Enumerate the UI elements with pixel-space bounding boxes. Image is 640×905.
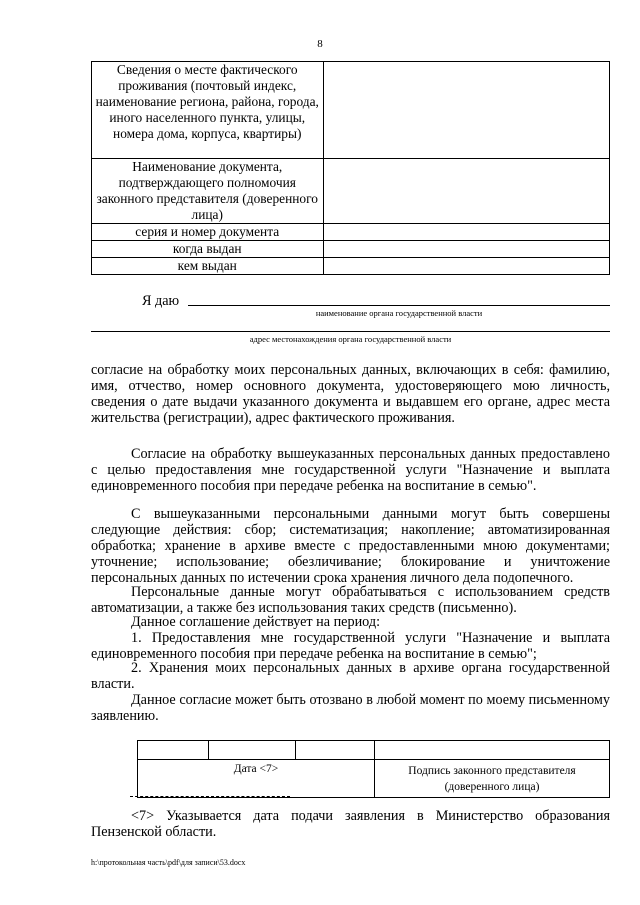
table-row-label: Сведения о месте фактического проживания (почтовый индекс, наименование региона, района, города, иного населенного пункта, улицы, номера дома, корпуса, квартиры) [92, 62, 324, 159]
table-row-value [323, 241, 610, 258]
table-row-value [323, 258, 610, 275]
table-row [138, 760, 610, 798]
table-row-label: серия и номер документа [92, 224, 324, 241]
table-row-label: Наименование документа, подтверждающего полномочия законного представителя (доверенного лица) [92, 159, 324, 224]
signature-table [137, 740, 610, 798]
date-cell [296, 741, 375, 760]
paragraph-actions: С вышеуказанными персональными данными могут быть совершены следующие действия: сбор; систематизация; накопление; автоматизированная обработка; хранение в архиве вместе с предоставленными мною документами; уточнение; использование; обезличивание; блокирование и уничтожение персональных данных по истечении срока хранения личного дела подопечного. [91, 506, 610, 586]
footnote-7: <7> Указывается дата подачи заявления в Министерство образования Пензенской области. [91, 808, 610, 840]
date-cell [208, 741, 295, 760]
table-row-label: когда выдан [92, 241, 324, 258]
paragraph-processing: Персональные данные могут обрабатываться с использованием средств автоматизации, а также без использования таких средств (письменно). [91, 584, 610, 616]
signature-cell [375, 741, 610, 760]
personal-info-table [91, 61, 610, 275]
org-address-field [91, 317, 610, 332]
signature-label: Подпись законного представителя (доверенного лица) [375, 760, 610, 798]
paragraph-revocation: Данное согласие может быть отозвано в любой момент по моему письменному заявлению. [91, 692, 610, 724]
org-address-caption: адрес местонахождения органа государственной власти [249, 334, 452, 344]
i-give-label: Я даю [142, 293, 180, 309]
org-name-field [188, 291, 610, 306]
page-number: 8 [317, 38, 323, 50]
paragraph-period-2: 2. Хранения моих персональных данных в архиве органа государственной власти. [91, 660, 610, 692]
org-name-caption: наименование органа государственной власти [315, 308, 483, 318]
paragraph-period-1: 1. Предоставления мне государственной услуги "Назначение и выплата единовременного пособия при передаче ребенка на воспитание в семью"; [91, 630, 610, 662]
table-row [92, 258, 610, 275]
footnote-separator [130, 796, 290, 797]
date-cell [138, 741, 209, 760]
table-row [138, 741, 610, 760]
table-row [92, 62, 610, 159]
table-row [92, 159, 610, 224]
footer-file-path: h:\протокольная часть\pdf\для записи\53.docx [91, 858, 246, 867]
paragraph-consent-scope: согласие на обработку моих персональных данных, включающих в себя: фамилию, имя, отчество, номер основного документа, удостоверяющего мою личность, сведения о дате выдачи указанного документа и выдавшем его органе, адрес места жительства (регистрации), адрес фактического проживания. [91, 362, 610, 426]
table-row [92, 241, 610, 258]
paragraph-consent-purpose: Согласие на обработку вышеуказанных персональных данных предоставлено с целью предоставления мне государственной услуги "Назначение и выплата единовременного пособия при передаче ребенка на воспитание в семью". [91, 446, 610, 494]
table-row-label: кем выдан [92, 258, 324, 275]
date-label: Дата <7> [138, 760, 375, 798]
table-row-value [323, 159, 610, 224]
table-row-value [323, 62, 610, 159]
paragraph-validity: Данное соглашение действует на период: [131, 614, 381, 630]
table-row-value [323, 224, 610, 241]
table-row [92, 224, 610, 241]
